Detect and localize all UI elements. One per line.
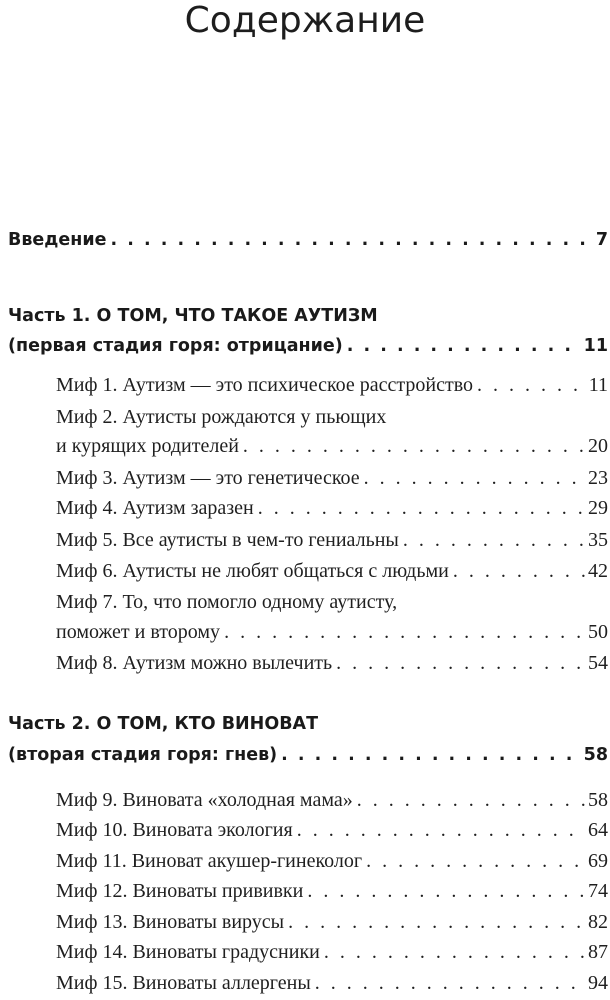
toc-page-number: 87 [588,941,608,963]
dot-leader [307,879,586,903]
toc-entry-myth-11[interactable] [56,849,608,873]
toc-entry-myth-2[interactable] [56,434,608,458]
toc-entry-myth-14[interactable] [56,940,608,964]
part-1-subtitle-entry[interactable] [8,334,608,358]
dot-leader [453,559,586,583]
part-1-heading[interactable]: Часть 1. О ТОМ, ЧТО ТАКОЕ АУТИЗМ [8,306,378,326]
toc-page-number: 35 [588,529,608,551]
toc-page-number: 29 [588,497,608,519]
toc-entry-label: Миф 8. Аутизм можно вылечить [56,652,333,674]
toc-page-number: 23 [588,467,608,489]
toc-entry-label: поможет и второму [56,621,221,643]
dot-leader [324,940,586,964]
dot-leader [243,434,586,458]
toc-page-number: 11 [588,374,608,396]
toc-entry-myth-15[interactable] [56,971,608,995]
toc-page-number: 58 [583,745,608,765]
toc-page-number: 82 [588,911,608,933]
toc-entry-myth-5[interactable] [56,528,608,552]
dot-leader [288,910,586,934]
dot-leader [347,334,582,358]
part-2-heading[interactable]: Часть 2. О ТОМ, КТО ВИНОВАТ [8,714,319,734]
dot-leader [258,496,586,520]
toc-entry-introduction[interactable] [8,228,608,252]
toc-entry-myth-7-line-1[interactable]: Миф 7. То, что помогло одному аутисту, [56,591,398,613]
toc-entry-myth-7[interactable] [56,620,608,644]
toc-entry-myth-9[interactable] [56,788,608,812]
dot-leader [297,818,586,842]
toc-page-number: 64 [588,819,608,841]
toc-entry-label: Введение [8,230,107,250]
toc-entry-label: Миф 10. Виновата экология [56,819,293,841]
toc-entry-label: Миф 6. Аутисты не любят общаться с людьми [56,560,449,582]
toc-entry-label: Миф 1. Аутизм — это психическое расстройство [56,374,474,396]
toc-entry-label: Миф 4. Аутизм заразен [56,497,254,519]
dot-leader [315,971,586,995]
dot-leader [281,743,581,767]
toc-page-number: 42 [588,560,608,582]
toc-entry-myth-8[interactable] [56,651,608,675]
toc-page-number: 54 [588,652,608,674]
toc-entry-myth-1[interactable] [56,373,608,397]
dot-leader [224,620,586,644]
toc-entry-myth-2-line-1[interactable]: Миф 2. Аутисты рождаются у пьющих [56,406,387,428]
toc-page-number: 69 [588,850,608,872]
toc-entry-label: Миф 14. Виноваты градусники [56,941,320,963]
toc-entry-label: Миф 5. Все аутисты в чем-то гениальны [56,529,399,551]
page-title: Содержание [184,0,426,41]
toc-entry-myth-12[interactable] [56,879,608,903]
toc-entry-label: Миф 15. Виноваты аллергены [56,972,311,994]
toc-entry-label: Миф 9. Виновата «холодная мама» [56,789,353,811]
dot-leader [357,788,586,812]
dot-leader [477,373,587,397]
toc-entry-myth-13[interactable] [56,910,608,934]
toc-page-number: 74 [588,880,608,902]
toc-page-number: 58 [588,789,608,811]
dot-leader [364,466,586,490]
toc-entry-label: Миф 3. Аутизм — это генетическое [56,467,360,489]
toc-entry-myth-4[interactable] [56,496,608,520]
dot-leader [366,849,586,873]
toc-page-number: 94 [588,972,608,994]
toc-entry-myth-10[interactable] [56,818,608,842]
toc-entry-myth-3[interactable] [56,466,608,490]
toc-entry-myth-6[interactable] [56,559,608,583]
toc-entry-label: (вторая стадия горя: гнев) [8,745,278,765]
toc-entry-label: Миф 11. Виноват акушер-гинеколог [56,850,363,872]
dot-leader [336,651,586,675]
toc-page-number: 7 [595,230,608,250]
toc-entry-label: и курящих родителей [56,435,239,457]
toc-entry-label: Миф 12. Виноваты прививки [56,880,304,902]
toc-entry-label: Миф 13. Виноваты вирусы [56,911,285,933]
part-2-subtitle-entry[interactable] [8,743,608,767]
toc-page-number: 50 [588,621,608,643]
toc-entry-label: (первая стадия горя: отрицание) [8,336,343,356]
dot-leader [403,528,586,552]
dot-leader [111,228,594,252]
toc-page-number: 11 [583,336,608,356]
toc-page-number: 20 [588,435,608,457]
